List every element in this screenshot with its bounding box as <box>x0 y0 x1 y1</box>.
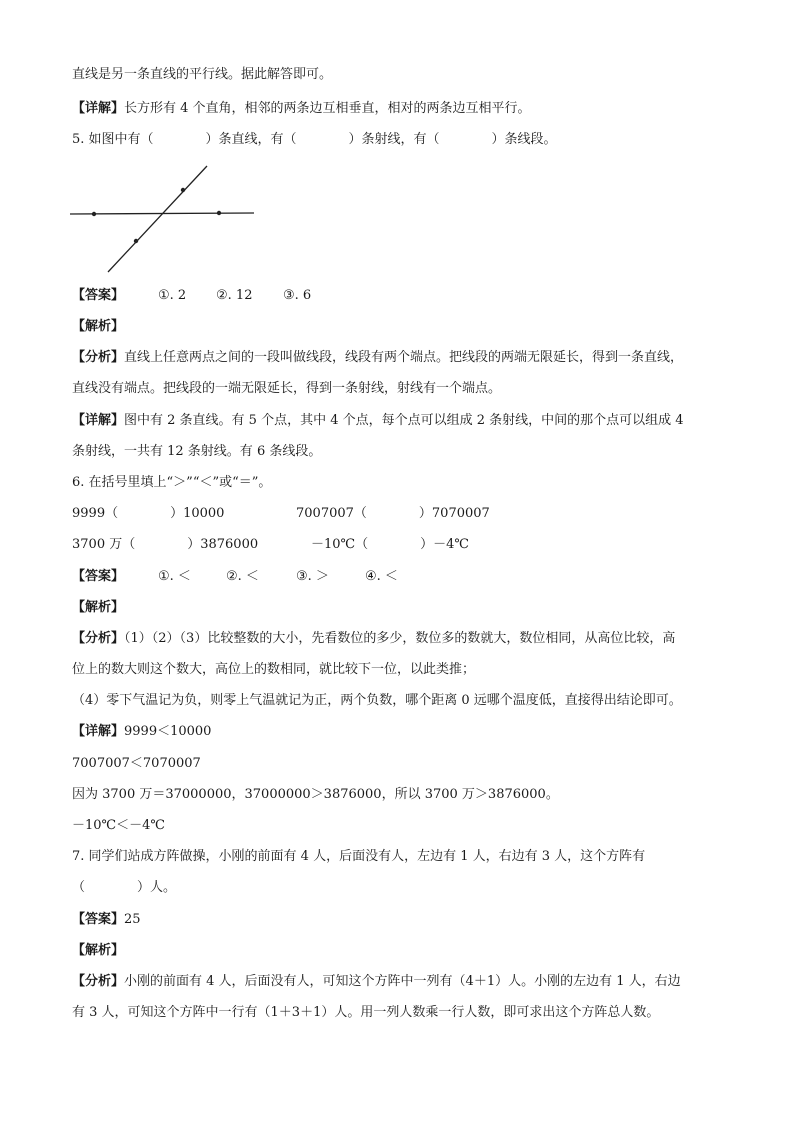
detail-line: 因为 3700 万＝37000000，37000000＞3876000，所以 3700 万＞3876000。 <box>72 787 559 802</box>
detail-paragraph: 【详解】9999＜10000 <box>72 724 212 739</box>
analysis-sub-tag: 【分析】 <box>72 974 125 989</box>
answer-value: 25 <box>124 912 141 927</box>
question-7: 7. 同学们站成方阵做操，小刚的前面有 4 人，后面没有人，左边有 1 人，右边有 3 人，这个方阵有 <box>72 849 646 864</box>
question-6: 6. 在括号里填上“＞”“＜”或“＝”。 <box>72 475 272 490</box>
analysis-line: （4）零下气温记为负，则零上气温就记为正，两个负数，哪个距离 0 远哪个温度低，直接得出结论即可。 <box>72 693 682 708</box>
compare-item: －10℃（ ）－4℃ <box>311 537 469 552</box>
answer-item: ③. 6 <box>283 288 312 303</box>
detail-line: 条射线，一共有 12 条射线。有 6 条线段。 <box>72 444 322 459</box>
detail-tag: 【详解】 <box>72 724 125 739</box>
analysis-tag: 【解析】 <box>72 600 125 615</box>
text-line: 直线是另一条直线的平行线。据此解答即可。 <box>72 67 333 82</box>
lines-figure <box>68 158 258 276</box>
question-7-line: （ ）人。 <box>72 880 177 895</box>
analysis-paragraph: 【分析】（1）（2）（3）比较整数的大小，先看数位的多少，数位多的数就大，数位相同，从高位比较，高 <box>72 631 676 646</box>
analysis-line: 有 3 人，可知这个方阵中一行有（1＋3＋1）人。用一列人数乘一行人数，即可求出这个方阵总人数。 <box>72 1005 660 1020</box>
detail-line: －10℃＜－4℃ <box>72 818 165 833</box>
answer-item: ④. ＜ <box>365 569 398 584</box>
point <box>134 239 138 243</box>
analysis-sub-tag: 【分析】 <box>72 631 125 646</box>
detail-text: 长方形有 4 个直角，相邻的两条边互相垂直，相对的两条边互相平行。 <box>124 101 531 116</box>
answer-item: ③. ＞ <box>296 569 329 584</box>
answer-item: ①. ＜ <box>158 569 191 584</box>
detail-paragraph <box>72 100 531 118</box>
analysis-paragraph: 【分析】小刚的前面有 4 人，后面没有人，可知这个方阵中一列有（4＋1）人。小刚的左边有 1 人，右边 <box>72 974 681 989</box>
answer-item: ①. 2 <box>158 288 187 303</box>
detail-tag: 【详解】 <box>72 101 125 116</box>
compare-item: 3700 万（ ）3876000 <box>72 537 259 552</box>
answer-item: ②. ＜ <box>226 569 259 584</box>
answer-tag: 【答案】 <box>72 912 125 927</box>
answer-line <box>72 911 141 929</box>
detail-paragraph: 【详解】图中有 2 条直线。有 5 个点，其中 4 个点，每个点可以组成 2 条射线，中间的那个点可以组成 4 <box>72 413 684 428</box>
question-5: 5. 如图中有（ ）条直线，有（ ）条射线，有（ ）条线段。 <box>72 132 557 147</box>
detail-line: 7007007＜7070007 <box>72 756 201 771</box>
compare-item: 9999（ ）10000 <box>72 506 225 521</box>
point <box>92 212 96 216</box>
analysis-line: 直线没有端点。把线段的一端无限延长，得到一条射线，射线有一个端点。 <box>72 381 502 396</box>
detail-tag: 【详解】 <box>72 413 125 428</box>
analysis-line: 位上的数大则这个数大，高位上的数相同，就比较下一位，以此类推； <box>72 662 476 677</box>
point <box>217 211 221 215</box>
point <box>181 188 185 192</box>
answer-tag: 【答案】 <box>72 569 125 584</box>
analysis-paragraph: 【分析】直线上任意两点之间的一段叫做线段，线段有两个端点。把线段的两端无限延长，得到一条直线， <box>72 350 684 365</box>
analysis-tag: 【解析】 <box>72 319 125 334</box>
slanted-line <box>108 166 207 272</box>
answer-item: ②. 12 <box>216 288 253 303</box>
analysis-tag: 【解析】 <box>72 943 125 958</box>
compare-item: 7007007（ ）7070007 <box>296 506 490 521</box>
analysis-sub-tag: 【分析】 <box>72 350 125 365</box>
answer-tag: 【答案】 <box>72 288 125 303</box>
